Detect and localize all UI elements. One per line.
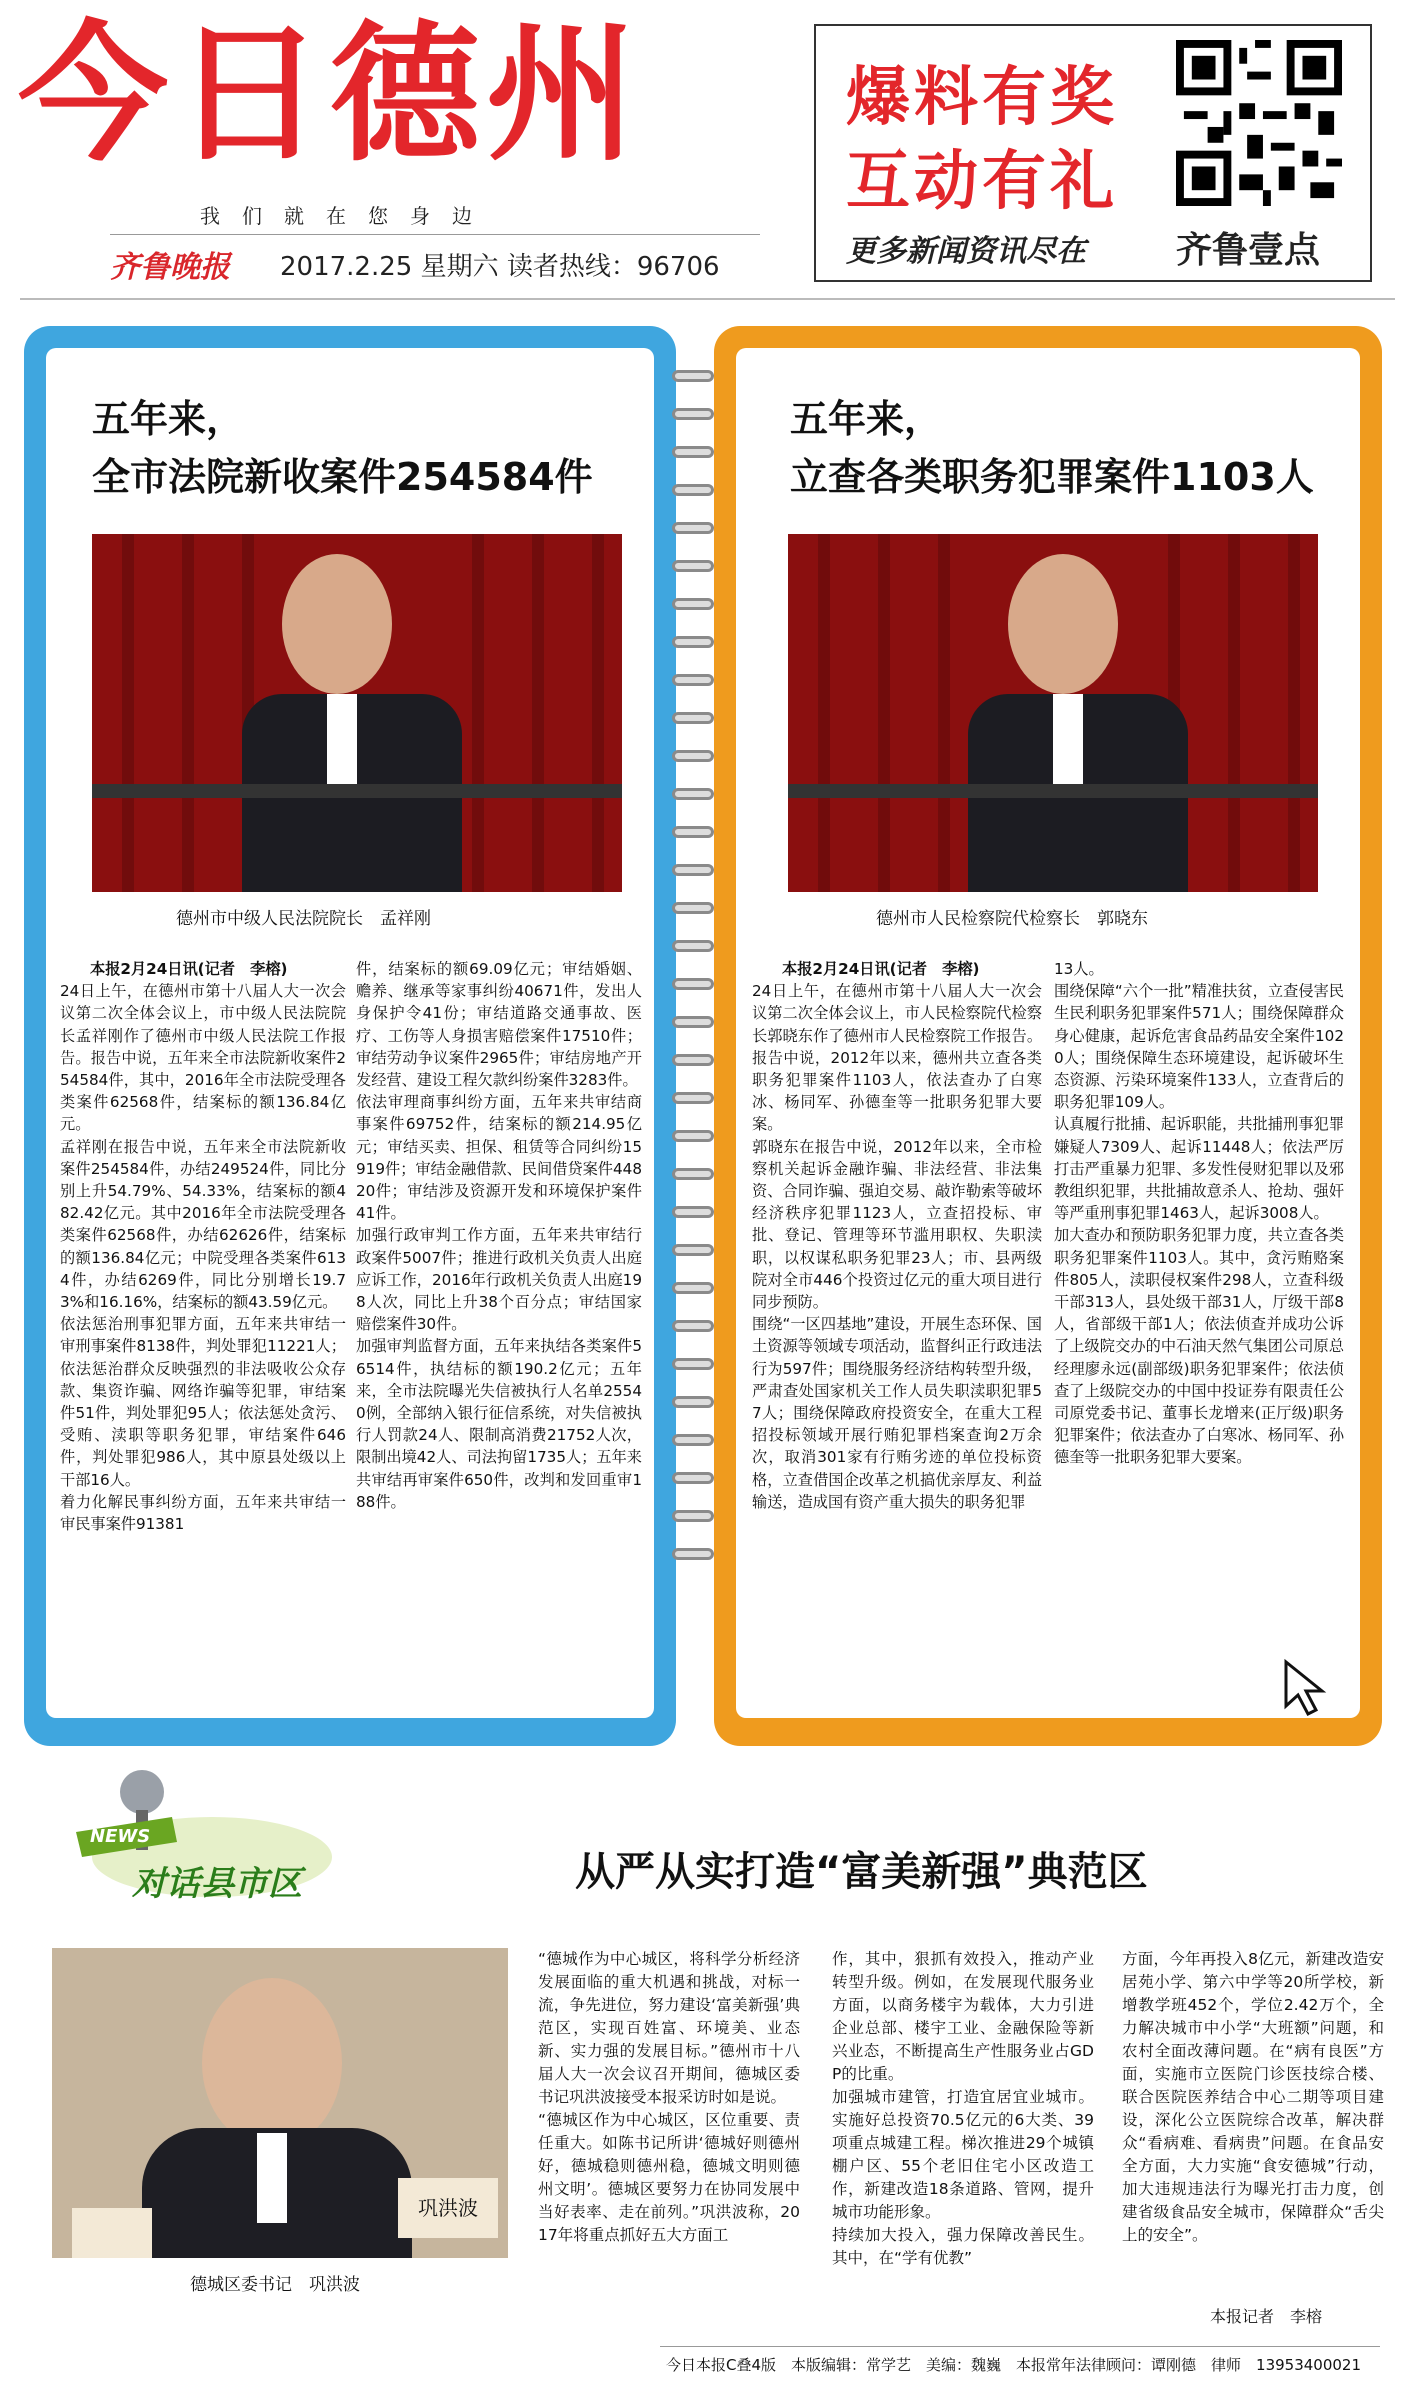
qr-code-icon[interactable]	[1176, 40, 1342, 206]
bottom-byline: 本报记者 李榕	[1210, 2307, 1323, 2326]
left-col1-text: 24日上午，在德州市第十八届人大一次会议第二次全体会议上，市中级人民法院院长孟祥刚作了德州市中级人民法院工作报告。报告中说，五年来全市法院新收案件254584件，其中，2016年全市法院受理各类案件62568件，结案标的额136.84亿元。 孟祥刚在报告中说，五年来全市法院新收案件254584件，办结249524件，同比分别上升54.79%、54.33%，结案标的额482.42亿元。其中2016年全市法院受理各类案件62568件，办结62626件，结案标的额136.84亿元；中院受理各类案件6134件，办结6269件，同比分别增长19.73%和16.16%，结案标的额43.59亿元。 依法惩治刑事犯罪方面，五年来共审结一审刑事案件8138件，判处罪犯11221人；依法惩治群众反映强烈的非法吸收公众存款、集资诈骗、网络诈骗等犯罪，审结案件51件，判处罪犯95人；依法惩处贪污、受贿、渎职等职务犯罪，审结案件646件，判处罪犯986人，其中原县处级以上干部16人。 着力化解民事纠纷方面，五年来共审结一审民事案件91381	[60, 982, 346, 1534]
left-byline: 本报2月24日讯(记者 李榕)	[90, 960, 288, 978]
right-col1	[752, 958, 1042, 1513]
left-col2	[356, 958, 642, 1513]
section-label: 对话县市区	[132, 1864, 302, 1904]
procurator-photo	[788, 534, 1318, 892]
party-secretary-photo	[52, 1948, 508, 2258]
cursor-arrow-icon	[1282, 1658, 1342, 1718]
page-footer: 今日本报C叠4版 本版编辑：常学艺 美编：魏巍 本报常年法律顾问：谭刚德 律师 13953400021	[666, 2356, 1361, 2374]
top-divider	[20, 298, 1395, 300]
news-badge-label: NEWS	[90, 1826, 151, 1847]
nameplate: 巩洪波	[398, 2178, 498, 2238]
bottom-col3-text: 方面，今年再投入8亿元，新建改造安居苑小学、第六中学等20所学校，新增教学班452个，学位2.42万个，全力解决城市中小学“大班额”问题，和农村全面改薄问题。在“病有良医”方面，实施市立医院门诊医技综合楼、联合医院医养结合中心二期等项目建设，深化公立医院综合改革，解决群众“看病难、看病贵”问题。在食品安全方面，大力实施“食安德城”行动，加大违规违法行为曝光打击力度，创建省级食品安全城市，保障群众“舌尖上的安全”。	[1122, 1950, 1384, 2244]
masthead-rule	[110, 234, 760, 235]
right-panel	[736, 348, 1360, 1718]
binder-rings	[672, 370, 718, 1710]
footer-rule	[660, 2346, 1380, 2347]
right-col1-text: 24日上午，在德州市第十八届人大一次会议第二次全体会议上，市人民检察院代检察长郭晓东作了德州市人民检察院工作报告。报告中说，2012年以来，德州共立查各类职务犯罪案件1103人，依法查办了白寒冰、杨同军、孙德奎等一批职务犯罪大要案。 郭晓东在报告中说，2012年以来，全市检察机关起诉金融诈骗、非法经营、非法集资、合同诈骗、强迫交易、敲诈勒索等破坏经济秩序犯罪1123人，立查招投标、审批、登记、管理等环节滥用职权、失职渎职，以权谋私职务犯罪23人；市、县两级院对全市446个投资过亿元的重大项目进行同步预防。 围绕“一区四基地”建设，开展生态环保、国土资源等领域专项活动，监督纠正行政违法行为597件；围绕服务经济结构转型升级，严肃查处国家机关工作人员失职渎职犯罪57人；围绕保障政府投资安全，在重大工程招投标领域开展行贿犯罪档案查询2万余次，取消301家有行贿劣迹的单位投标资格，立查借国企改革之机搞优亲厚友、利益输送，造成国有资产重大损失的职务犯罪	[752, 982, 1042, 1511]
masthead-slogan: 我们就在您身边	[200, 204, 494, 228]
news-badge	[62, 1762, 352, 1902]
right-headline-line1: 五年来，	[790, 397, 943, 441]
right-col2-text: 13人。 围绕保障“六个一批”精准扶贫，立查侵害民生民利职务犯罪案件571人；围绕保障群众身心健康，起诉危害食品药品安全案件1020人；围绕保障生态环境建设，起诉破坏生态资源、污染环境案件133人，立查背后的职务犯罪109人。 认真履行批捕、起诉职能，共批捕刑事犯罪嫌疑人7309人、起诉11448人；依法严厉打击严重暴力犯罪、多发性侵财犯罪以及邪教组织犯罪，共批捕故意杀人、抢劫、强奸等严重刑事犯罪1463人，起诉3008人。 加大查办和预防职务犯罪力度，共立查各类职务犯罪案件1103人。其中，贪污贿赂案件805人，渎职侵权案件298人，立查科级干部313人，县处级干部31人，厅级干部8人，省部级干部1人；依法侦查并成功公诉了上级院交办的中石油天然气集团公司原总经理廖永远(副部级)职务犯罪案件；依法侦查了上级院交办的中国中投证券有限责任公司原党委书记、董事长龙增来(正厅级)职务犯罪案件；依法查办了白寒冰、杨同军、孙德奎等一批职务犯罪大要案。	[1054, 960, 1344, 1467]
promo-line2: 互动有礼	[846, 145, 1118, 219]
right-photo-caption: 德州市人民检察院代检察长 郭晓东	[876, 909, 1148, 929]
bottom-article-title: 从严从实打造“富美新强”典范区	[575, 1849, 1148, 1895]
left-headline-line1: 五年来，	[92, 397, 245, 441]
masthead-info: 2017.2.25 星期六 读者热线：96706	[280, 252, 720, 282]
right-headline-line2: 立查各类职务犯罪案件1103人	[790, 455, 1314, 499]
court-president-photo	[92, 534, 622, 892]
left-headline-line2: 全市法院新收案件254584件	[92, 455, 593, 499]
right-col2	[1054, 958, 1344, 1469]
left-photo-caption: 德州市中级人民法院院长 孟祥刚	[176, 909, 431, 929]
masthead-title: 今日德州	[18, 8, 643, 182]
bottom-col1-text: “德城作为中心城区，将科学分析经济发展面临的重大机遇和挑战，对标一流，争先进位，努力建设‘富美新强’典范区，实现百姓富、环境美、业态新、实力强的发展目标。”德州市十八届人大一次会议召开期间，德城区委书记巩洪波接受本报采访时如是说。 “德城区作为中心城区，区位重要、责任重大。如陈书记所讲‘德城好则德州好，德城稳则德州稳，德城文明则德州文明’。德城区要努力在协同发展中当好表率、走在前列。”巩洪波称，2017年将重点抓好五大方面工	[538, 1950, 800, 2244]
masthead-brand: 齐鲁晚报	[110, 250, 230, 285]
bottom-photo-caption: 德城区委书记 巩洪波	[190, 2275, 360, 2295]
promo-line1: 爆料有奖	[846, 61, 1118, 135]
bottom-col2-text: 作，其中，狠抓有效投入，推动产业转型升级。例如，在发展现代服务业方面，以商务楼宇为载体，大力引进企业总部、楼宇工业、金融保险等新兴业态，不断提高生产性服务业占GDP的比重。 加强城市建管，打造宜居宜业城市。实施好总投资70.5亿元的6大类、39项重点城建工程。梯次推进29个城镇棚户区、55个老旧住宅小区改造工作，新建改造18条道路、管网，提升城市功能形象。 持续加大投入，强力保障改善民生。其中，在“学有优教”	[832, 1950, 1094, 2267]
right-byline: 本报2月24日讯(记者 李榕)	[782, 960, 980, 978]
left-col2-text: 件，结案标的额69.09亿元；审结婚姻、赡养、继承等家事纠纷40671件，发出人身保护令41份；审结道路交通事故、医疗、工伤等人身损害赔偿案件17510件；审结劳动争议案件2965件；审结房地产开发经营、建设工程欠款纠纷案件3283件。 依法审理商事纠纷方面，五年来共审结商事案件69752件，结案标的额214.95亿元；审结买卖、担保、租赁等合同纠纷15919件；审结金融借款、民间借贷案件44820件；审结涉及资源开发和环境保护案件41件。 加强行政审判工作方面，五年来共审结行政案件5007件；推进行政机关负责人出庭应诉工作，2016年行政机关负责人出庭198人次，同比上升38个百分点；审结国家赔偿案件30件。 加强审判监督方面，五年来执结各类案件56514件，执结标的额190.2亿元；五年来，全市法院曝光失信被执行人名单25540例，全部纳入银行征信系统，对失信被执行人罚款24人、限制高消费21752人次，限制出境42人、司法拘留1735人；五年来共审结再审案件650件，改判和发回重审188件。	[356, 960, 642, 1511]
promo-box	[814, 24, 1372, 282]
left-panel	[46, 348, 654, 1718]
promo-sub: 更多新闻资讯尽在	[846, 234, 1086, 269]
promo-app-name: 齐鲁壹点	[1176, 230, 1321, 271]
left-col1	[60, 958, 346, 1535]
